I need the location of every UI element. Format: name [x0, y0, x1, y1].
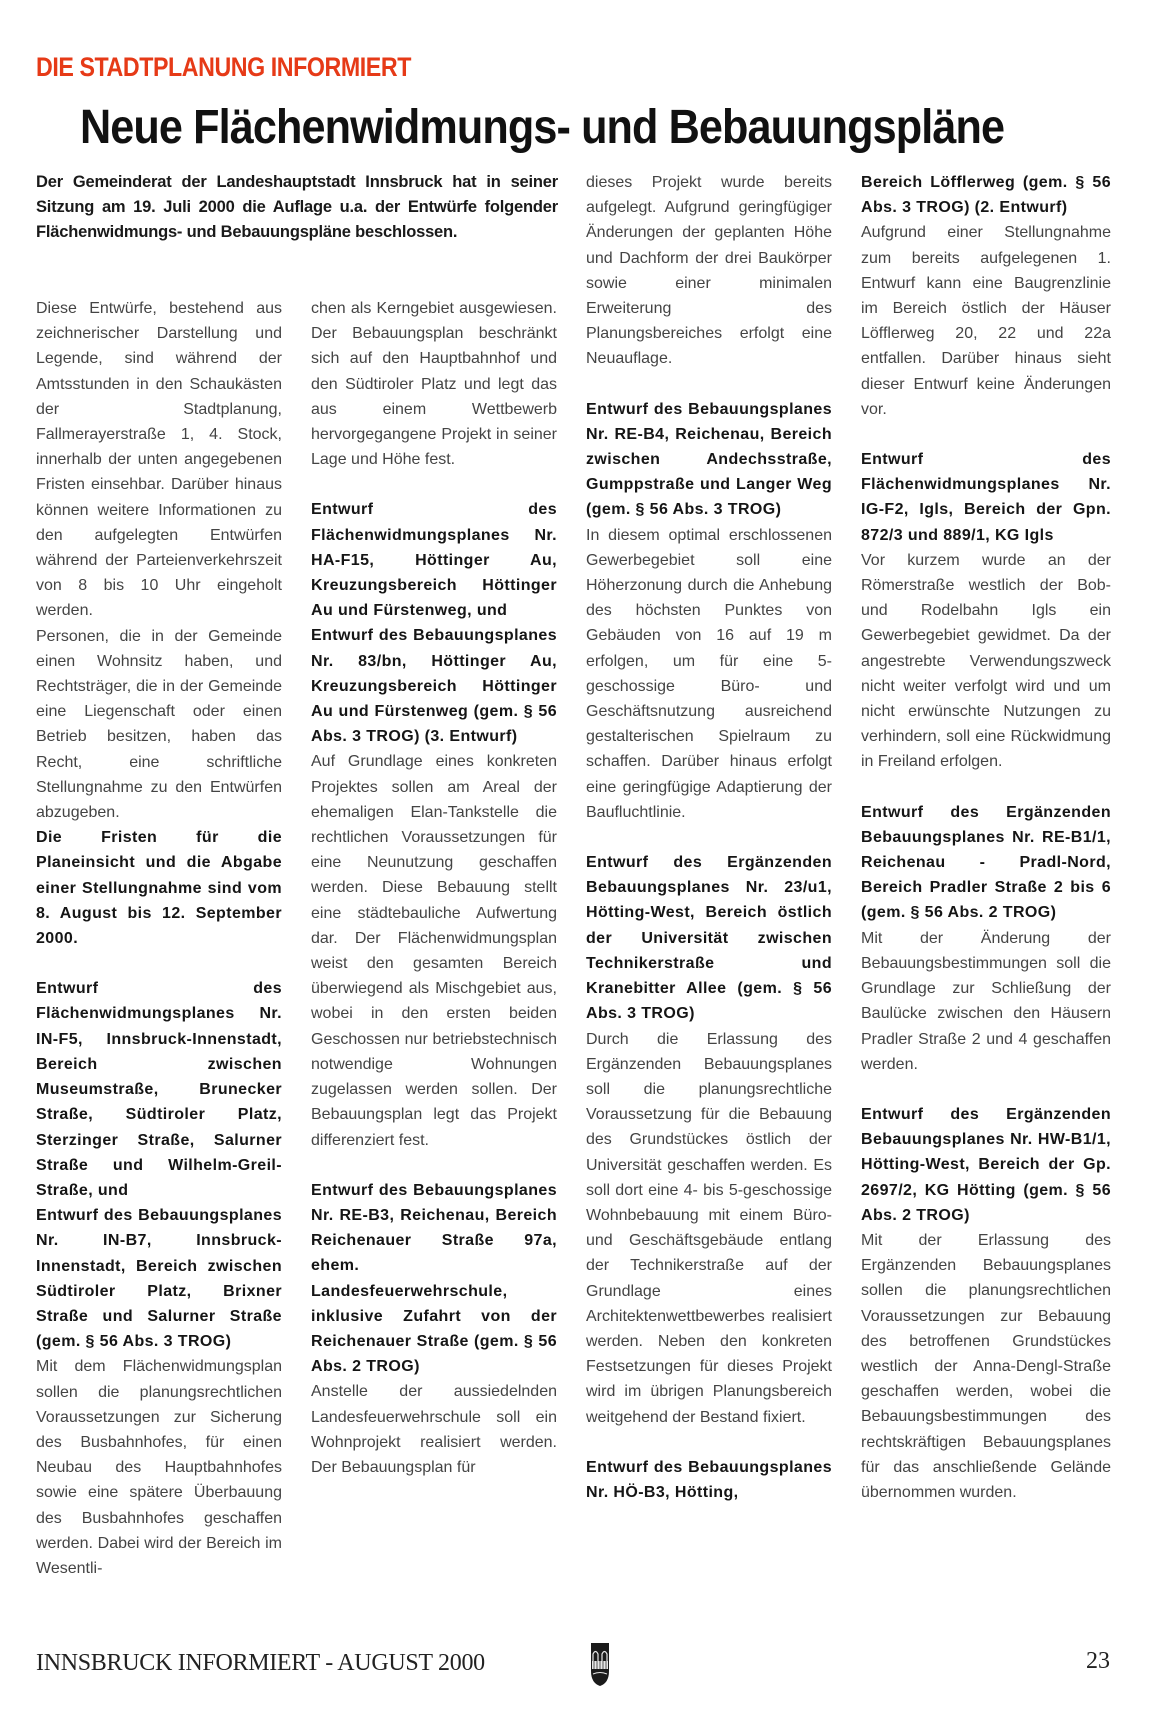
paragraph: Auf Grundlage eines konkreten Projektes sollen am Areal der ehemaligen Elan-Tankstelle die rechtlichen Voraussetzungen für eine Neunutzung geschaffen werden. Diese Bebauung stellt eine städtebauliche Aufwertung dar. Der Flächenwidmungsplan weist den gesamten Bereich überwiegend als Mischgebiet aus, wobei in den ersten beiden Geschossen nur betriebstechnisch notwendige Wohnungen zugelassen werden sollen. Der Bebauungsplan legt das Projekt differenziert fest.: [311, 753, 557, 1149]
innsbruck-coat-of-arms-icon: [590, 1641, 610, 1687]
section-heading: Entwurf des Flächenwidmungsplanes Nr. HA-F15, Höttinger Au, Kreuzungsbereich Höttinger Au und Fürstenweg, und: [311, 501, 557, 620]
section-heading: Entwurf des Bebauungsplanes Nr. RE-B3, Reichenau, Bereich Reichenauer Straße 97a, ehem. Landesfeuerwehrschule, inklusive Zufahrt von der Reichenauer Straße (gem. § 56 Abs. 2 TROG): [311, 1181, 557, 1376]
section-heading: Bereich Löfflerweg (gem. § 56 Abs. 3 TROG) (2. Entwurf): [861, 174, 1111, 217]
text-column-2: [311, 296, 557, 1480]
paragraph: Personen, die in der Gemeinde einen Wohnsitz haben, und Rechtsträger, die in der Gemeinde eine Liegenschaft oder einen Betrieb besitzen, haben das Recht, eine schriftliche Stellungnahme zu den Entwürfen abzugeben.: [36, 627, 282, 822]
paragraph: dieses Projekt wurde bereits aufgelegt. Aufgrund geringfügiger Änderungen der geplanten Höhe und Dachform der drei Baukörper sowie einer minimalen Erweiterung des Planungsbereiches erfolgt eine Neuauflage.: [586, 174, 832, 368]
section-heading: Entwurf des Bebauungsplanes Nr. HÖ-B3, Hötting,: [586, 1458, 832, 1501]
page-number: 23: [1086, 1648, 1110, 1674]
paragraph: Aufgrund einer Stellungnahme zum bereits aufgelegenen 1. Entwurf kann eine Baugrenzlinie im Bereich östlich der Häuser Löfflerweg 20, 22 und 22a entfallen. Darüber hinaus sieht dieser Entwurf keine Änderungen vor.: [861, 224, 1111, 418]
paragraph: Mit der Änderung der Bebauungsbestimmungen soll die Grundlage zur Schließung der Baulücke zwischen den Häusern Pradler Straße 2 und 4 geschaffen werden.: [861, 929, 1111, 1073]
article-lead: Der Gemeinderat der Landeshauptstadt Innsbruck hat in seiner Sitzung am 19. Juli 2000 die Auflage u.a. der Entwürfe folgender Flächenwidmungs- und Bebauungspläne beschlossen.: [36, 173, 558, 241]
section-heading: Entwurf des Bebauungsplanes Nr. IN-B7, Innsbruck-Innenstadt, Bereich zwischen Südtiroler Platz, Brixner Straße und Salurner Straße (gem. § 56 Abs. 3 TROG): [36, 1207, 282, 1351]
section-heading: Entwurf des Flächenwidmungsplanes Nr. IN-F5, Innsbruck-Innenstadt, Bereich zwischen Museumstraße, Brunecker Straße, Südtiroler Platz, Sterzinger Straße, Salurner Straße und Wilhelm-Greil-Straße, und: [36, 980, 282, 1199]
paragraph: Anstelle der aussiedelnden Landesfeuerwehrschule soll ein Wohnprojekt realisiert werden. Der Bebauungsplan für: [311, 1383, 557, 1476]
footer-publication: INNSBRUCK INFORMIERT - AUGUST 2000: [36, 1650, 485, 1676]
text-column-3: [586, 170, 832, 1505]
paragraph: Diese Entwürfe, bestehend aus zeichnerischer Darstellung und Legende, sind während der Amtsstunden in den Schaukästen der Stadtplanung, Fallmerayerstraße 1, 4. Stock, innerhalb der unten angegebenen Fristen einsehbar. Darüber hinaus können weitere Informationen zu den aufgelegten Entwürfen während der Parteienverkehrszeit von 8 bis 10 Uhr eingeholt werden.: [36, 300, 282, 620]
text-column-1: [36, 296, 282, 1581]
section-heading: Entwurf des Bebauungsplanes Nr. 83/bn, Höttinger Au, Kreuzungsbereich Höttinger Au und Fürstenweg (gem. § 56 Abs. 3 TROG) (3. Entwurf): [311, 627, 557, 746]
section-kicker: DIE STADTPLANUNG INFORMIERT: [36, 52, 411, 82]
paragraph: In diesem optimal erschlossenen Gewerbegebiet soll eine Höherzonung durch die Anhebung des höchsten Punktes von Gebäuden von 16 auf 19 m erfolgen, um für eine 5-geschossige Büro- und Geschäftsnutzung ausreichend gestalterischen Spielraum zu schaffen. Darüber hinaus erfolgt eine geringfügige Adaptierung der Baufluchtlinie.: [586, 526, 832, 821]
paragraph: Durch die Erlassung des Ergänzenden Bebauungsplanes soll die planungsrechtliche Voraussetzung für die Bebauung des Grundstückes östlich der Universität geschaffen werden. Es soll dort eine 4- bis 5-geschossige Wohnbebauung mit einem Büro- und Geschäftsgebäude entlang der Technikerstraße auf der Grundlage eines Architektenwettbewerbes realisiert werden. Neben den konkreten Festsetzungen für dieses Projekt wird im übrigen Planungsbereich weitgehend der Bestand fixiert.: [586, 1030, 832, 1426]
paragraph: chen als Kerngebiet ausgewiesen. Der Bebauungsplan beschränkt sich auf den Hauptbahnhof und den Südtiroler Platz und legt das aus einem Wettbewerb hervorgegangene Projekt in seiner Lage und Höhe fest.: [311, 300, 557, 469]
section-heading: Entwurf des Ergänzenden Bebauungsplanes Nr. 23/u1, Hötting-West, Bereich östlich der Universität zwischen Technikerstraße und Kranebitter Allee (gem. § 56 Abs. 3 TROG): [586, 854, 832, 1023]
section-heading: Entwurf des Bebauungsplanes Nr. RE-B4, Reichenau, Bereich zwischen Andechsstraße, Gumppstraße und Langer Weg (gem. § 56 Abs. 3 TROG): [586, 400, 832, 519]
section-heading: Entwurf des Ergänzenden Bebauungsplanes Nr. HW-B1/1, Hötting-West, Bereich der Gp. 2697/2, KG Hötting (gem. § 56 Abs. 2 TROG): [861, 1105, 1111, 1224]
paragraph: Vor kurzem wurde an der Römerstraße westlich der Bob- und Rodelbahn Igls ein Gewerbegebiet gewidmet. Da der angestrebte Verwendungszweck nicht weiter verfolgt wird und um nicht erwünschte Nutzungen zu verhindern, soll eine Rückwidmung in Freiland erfolgen.: [861, 551, 1111, 771]
section-heading: Entwurf des Ergänzenden Bebauungsplanes Nr. RE-B1/1, Reichenau - Pradl-Nord, Bereich Pradler Straße 2 bis 6 (gem. § 56 Abs. 2 TROG): [861, 803, 1111, 922]
article-headline: Neue Flächenwidmungs- und Bebauungspläne: [80, 101, 1005, 154]
paragraph: Mit dem Flächenwidmungsplan sollen die planungsrechtlichen Voraussetzungen zur Sicherung des Busbahnhofes, für einen Neubau des Hauptbahnhofes sowie eine spätere Überbauung des Busbahnhofes geschaffen werden. Dabei wird der Bereich im Wesentli-: [36, 1358, 282, 1577]
paragraph: Mit der Erlassung des Ergänzenden Bebauungsplanes sollen die planungsrechtlichen Voraussetzungen zur Bebauung des betroffenen Grundstückes westlich der Anna-Dengl-Straße geschaffen werden, wobei die Bebauungsbestimmungen des rechtskräftigen Bebauungsplanes für das anschließende Gelände übernommen wurden.: [861, 1231, 1111, 1501]
section-heading: Die Fristen für die Planeinsicht und die Abgabe einer Stellungnahme sind vom 8. August bis 12. September 2000.: [36, 829, 282, 948]
text-column-4: [861, 170, 1111, 1505]
section-heading: Entwurf des Flächenwidmungsplanes Nr. IG-F2, Igls, Bereich der Gpn. 872/3 und 889/1, KG Igls: [861, 451, 1111, 544]
